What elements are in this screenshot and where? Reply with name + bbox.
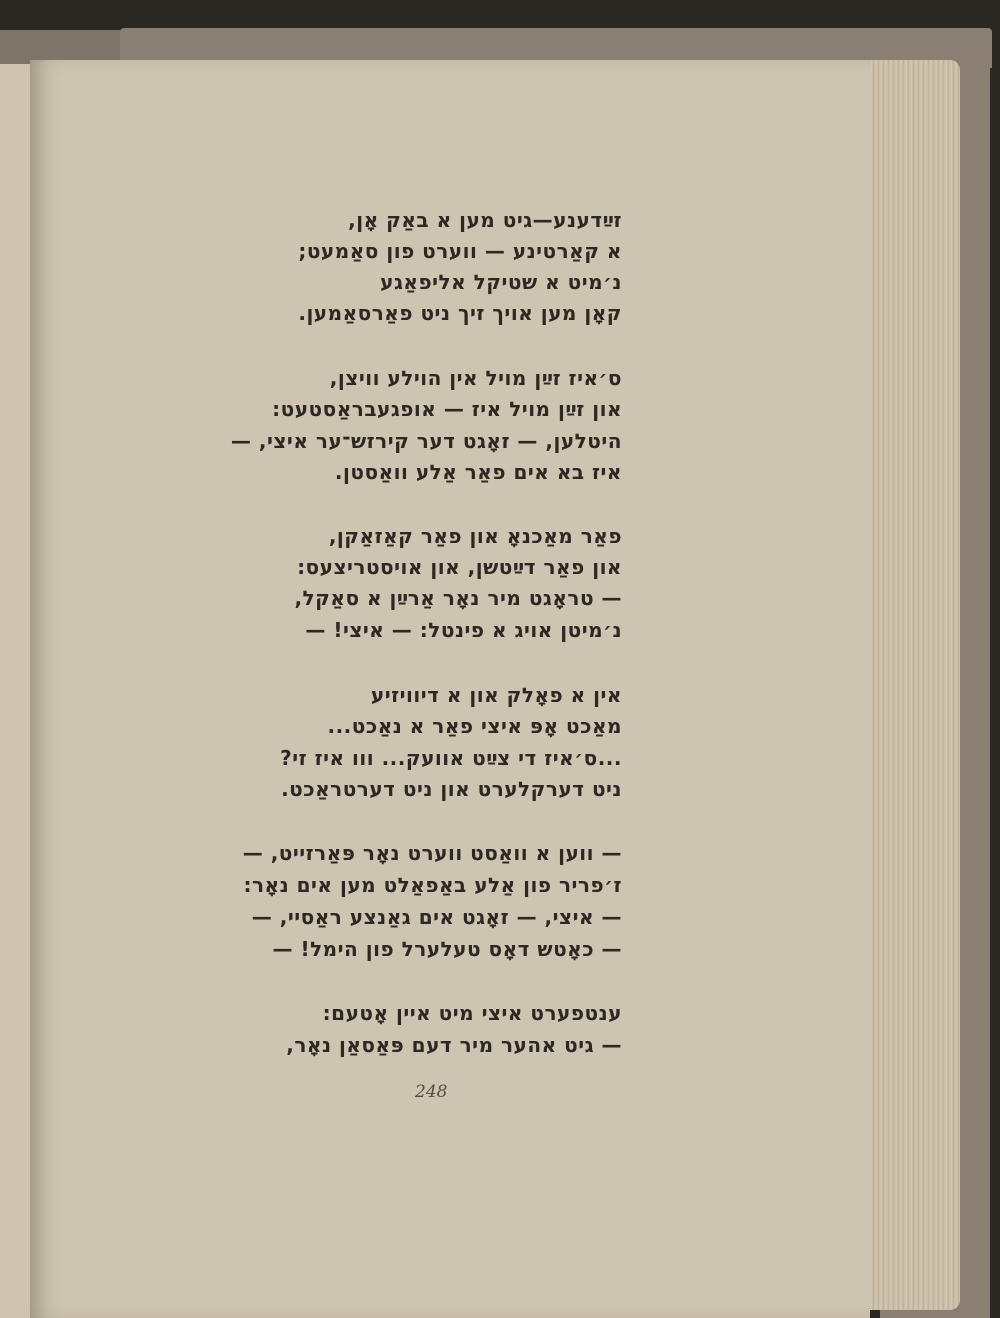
poem-line: אין א פאָלק און א דיוויזיע xyxy=(370,683,622,707)
poem-line: ...ס׳איז די צײַט אוועק... ווו איז זי? xyxy=(280,746,622,770)
poem-line: קאָן מען אויך זיך ניט פאַרסאַמען. xyxy=(298,301,622,325)
poem-line: מאַכט אָפּ איצי פאַר א נאַכט... xyxy=(327,714,622,738)
poem-line: — ווען א וואַסט ווערט נאָר פּאַרזייט, — xyxy=(242,841,622,865)
poem-line: ניט דערקלערט און ניט דערטראַכט. xyxy=(281,777,622,801)
poem-line: היטלען, — זאָגט דער קירזש־ער איצי, — xyxy=(230,429,622,453)
poem-line: נ׳מיט א שטיקל אליפאַגע xyxy=(380,270,622,294)
poem-line: א קאַרטינע — ווערט פון סאַמעט; xyxy=(298,239,622,263)
poem-line: איז בא אים פאַר אַלע וואַסטן. xyxy=(334,460,622,484)
poem-line: נ׳מיטן אויג א פינטל: — איצי! — xyxy=(305,618,622,642)
poem-line: — גיט אהער מיר דעם פּאַסאַן נאָר, xyxy=(286,1033,622,1057)
poem-line: און זײַן מויל איז — אופגעבראַסטעט: xyxy=(272,397,622,421)
poem-text xyxy=(30,60,870,1318)
previous-page-edge xyxy=(0,64,32,1318)
book-page xyxy=(30,60,870,1318)
poem-line: ס׳איז זײַן מויל אין הוילע וויצן, xyxy=(329,366,622,390)
poem-line: ז׳פריר פון אַלע באַפאַלט מען אים נאָר: xyxy=(243,873,622,897)
poem-line: ענטפערט איצי מיט איין אָטעם: xyxy=(322,1001,622,1025)
poem-line: און פאַר דײַטשן, און אויסטריצעס: xyxy=(297,555,622,579)
poem-line: פאַר מאַכנאָ און פאַר קאַזאַקן, xyxy=(328,524,622,548)
poem-line: זײַדענע—גיט מען א באַק אָן, xyxy=(348,208,622,232)
poem-line: — איצי, — זאָגט אים גאַנצע ראַסיי, — xyxy=(251,905,622,929)
poem-line: — טראָגט מיר נאָר אַרײַן א סאַקל, xyxy=(294,586,622,610)
page-number: 248 xyxy=(415,1082,448,1102)
poem-line: — כאָטש דאָס טעלערל פון הימל! — xyxy=(272,937,622,961)
